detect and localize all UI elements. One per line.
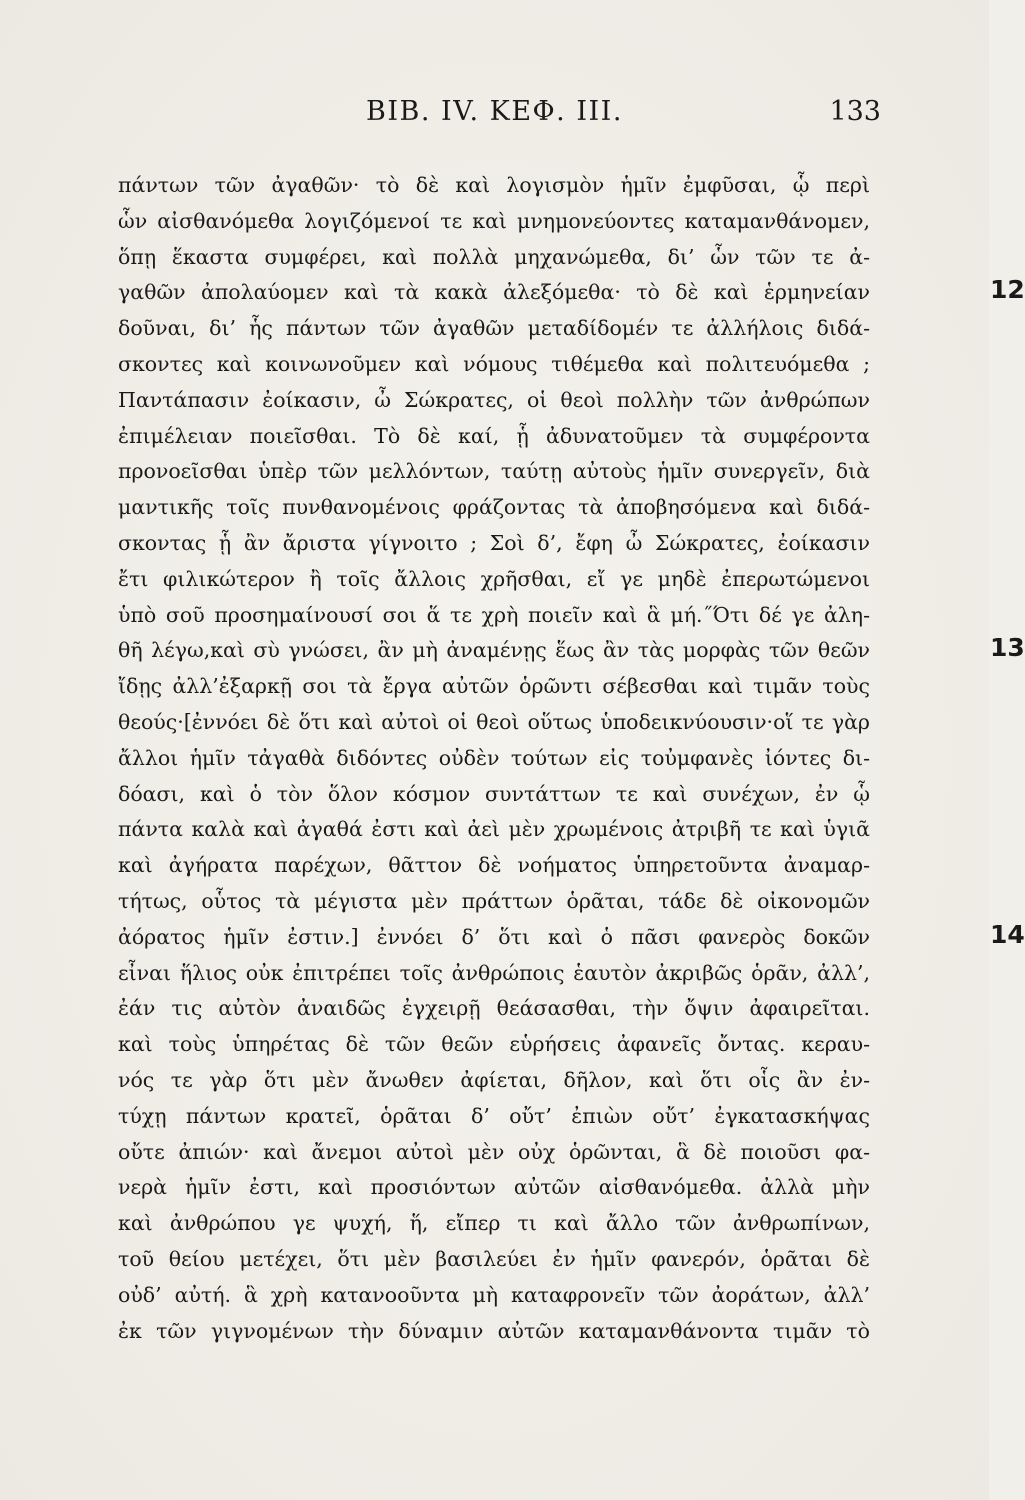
body-text (118, 168, 1025, 1349)
text-line: πάντα καλὰ καὶ ἀγαθά ἐστι καὶ ἀεὶ μὲν χρωμένοις ἀτριβῆ τε καὶ ὑγιᾶ (118, 817, 870, 842)
text-line: ἐκ τῶν γιγνομένων τὴν δύναμιν αὐτῶν καταμανθάνοντα τιμᾶν τὸ (118, 1318, 870, 1343)
text-line: ἴδῃς ἀλλ’ἐξαρκῇ σοι τὰ ἔργα αὐτῶν ὁρῶντι σέβεσθαι καὶ τιμᾶν τοὺς (118, 674, 870, 699)
text-line: ἐπιμέλειαν ποιεῖσθαι. Τὸ δὲ καί, ᾗ ἀδυνατοῦμεν τὰ συμφέροντα (118, 423, 870, 448)
text-line: πάντων τῶν ἀγαθῶν· τὸ δὲ καὶ λογισμὸν ἡμῖν ἐμφῦσαι, ᾧ περὶ (118, 173, 870, 197)
text-line: ὧν αἰσθανόμεθα λογιζόμενοί τε καὶ μνημονεύοντες καταμανθάνομεν, (118, 208, 870, 233)
text-line: καὶ ἀγήρατα παρέχων, θᾶττον δὲ νοήματος ὑπηρετοῦντα ἀναμαρ- (118, 853, 870, 878)
text-line: γαθῶν ἀπολαύομεν καὶ τὰ κακὰ ἀλεξόμεθα· τὸ δὲ καὶ ἑρμηνείαν (118, 280, 870, 305)
page-header (0, 96, 989, 136)
text-line: ὅπῃ ἕκαστα συμφέρει, καὶ πολλὰ μηχανώμεθα, δι’ ὧν τῶν τε ἀ- (118, 244, 870, 269)
text-line: καὶ ἀνθρώπου γε ψυχή, ἥ, εἴπερ τι καὶ ἄλλο τῶν ἀνθρωπίνων, (118, 1211, 870, 1236)
text-line: οὐδ’ αὐτή. ἃ χρὴ κατανοοῦντα μὴ καταφρονεῖν τῶν ἀοράτων, ἀλλ’ (118, 1282, 870, 1307)
text-line: δόασι, καὶ ὁ τὸν ὅλον κόσμον συντάττων τε καὶ συνέχων, ἐν ᾧ (118, 781, 870, 806)
text-line: θεούς·[ἐννόει δὲ ὅτι καὶ αὐτοὶ οἱ θεοὶ οὕτως ὑποδεικνύουσιν·οἵ τε γὰρ (118, 709, 870, 734)
text-line: ἔτι φιλικώτερον ἢ τοῖς ἄλλοις χρῆσθαι, εἴ γε μηδὲ ἐπερωτώμενοι (118, 566, 870, 591)
text-line: ἄλλοι ἡμῖν τἀγαθὰ διδόντες οὐδὲν τούτων εἰς τοὐμφανὲς ἰόντες δι- (118, 745, 870, 770)
text-line: θῆ λέγω,καὶ σὺ γνώσει, ἂν μὴ ἀναμένῃς ἕως ἂν τὰς μορφὰς τῶν θεῶν (118, 638, 870, 663)
text-line: μαντικῆς τοῖς πυνθανομένοις φράζοντας τὰ ἀποβησόμενα καὶ διδά- (118, 495, 870, 520)
text-line: Παντάπασιν ἐοίκασιν, ὦ Σώκρατες, οἱ θεοὶ πολλὴν τῶν ἀνθρώπων (118, 387, 870, 412)
text-line: οὔτε ἀπιών· καὶ ἄνεμοι αὐτοὶ μὲν οὐχ ὁρῶνται, ἃ δὲ ποιοῦσι φα- (118, 1139, 870, 1164)
text-line: ἐάν τις αὐτὸν ἀναιδῶς ἐγχειρῇ θεάσασθαι, τὴν ὄψιν ἀφαιρεῖται. (118, 996, 870, 1021)
text-line: σκοντας ᾗ ἂν ἄριστα γίγνοιτο ; Σοὶ δ’, ἔφη ὦ Σώκρατες, ἐοίκασιν (118, 530, 870, 555)
section-number: 14 (990, 920, 1025, 949)
text-line: δοῦναι, δι’ ἧς πάντων τῶν ἀγαθῶν μεταδίδομέν τε ἀλλήλοις διδά- (118, 316, 870, 341)
text-line: ἀόρατος ἡμῖν ἐστιν.] ἐννόει δ’ ὅτι καὶ ὁ πᾶσι φανερὸς δοκῶν (118, 924, 870, 949)
text-line: εἶναι ἥλιος οὐκ ἐπιτρέπει τοῖς ἀνθρώποις ἑαυτὸν ἀκριβῶς ὁρᾶν, ἀλλ’, (118, 960, 870, 985)
text-line: νερὰ ἡμῖν ἐστι, καὶ προσιόντων αὐτῶν αἰσθανόμεθα. ἀλλὰ μὴν (118, 1175, 870, 1200)
text-line: ὑπὸ σοῦ προσημαίνουσί σοι ἅ τε χρὴ ποιεῖν καὶ ἃ μή.˝Ότι δέ γε ἀλη- (118, 602, 870, 627)
text-line: νός τε γὰρ ὅτι μὲν ἄνωθεν ἀφίεται, δῆλον, καὶ ὅτι οἷς ἂν ἐν- (118, 1067, 870, 1092)
running-head: ΒΙΒ. ΙV. ΚΕΦ. ΙΙΙ. (366, 96, 623, 127)
text-line: τύχῃ πάντων κρατεῖ, ὁρᾶται δ’ οὔτ’ ἐπιὼν οὔτ’ ἐγκατασκήψας (118, 1103, 870, 1128)
text-line: σκοντες καὶ κοινωνοῦμεν καὶ νόμους τιθέμεθα καὶ πολιτευόμεθα ; (118, 351, 870, 376)
section-number: 13 (990, 633, 1025, 662)
page-number: 133 (829, 96, 881, 127)
section-number: 12 (990, 275, 1025, 304)
text-line: καὶ τοὺς ὑπηρέτας δὲ τῶν θεῶν εὑρήσεις ἀφανεῖς ὄντας. κεραυ- (118, 1032, 870, 1057)
text-line: τήτως, οὗτος τὰ μέγιστα μὲν πράττων ὁρᾶται, τάδε δὲ οἰκονομῶν (118, 888, 870, 913)
text-line: προνοεῖσθαι ὑπὲρ τῶν μελλόντων, ταύτῃ αὐτοὺς ἡμῖν συνεργεῖν, διὰ (118, 459, 870, 484)
text-line: τοῦ θείου μετέχει, ὅτι μὲν βασιλεύει ἐν ἡμῖν φανερόν, ὁρᾶται δὲ (118, 1246, 870, 1271)
